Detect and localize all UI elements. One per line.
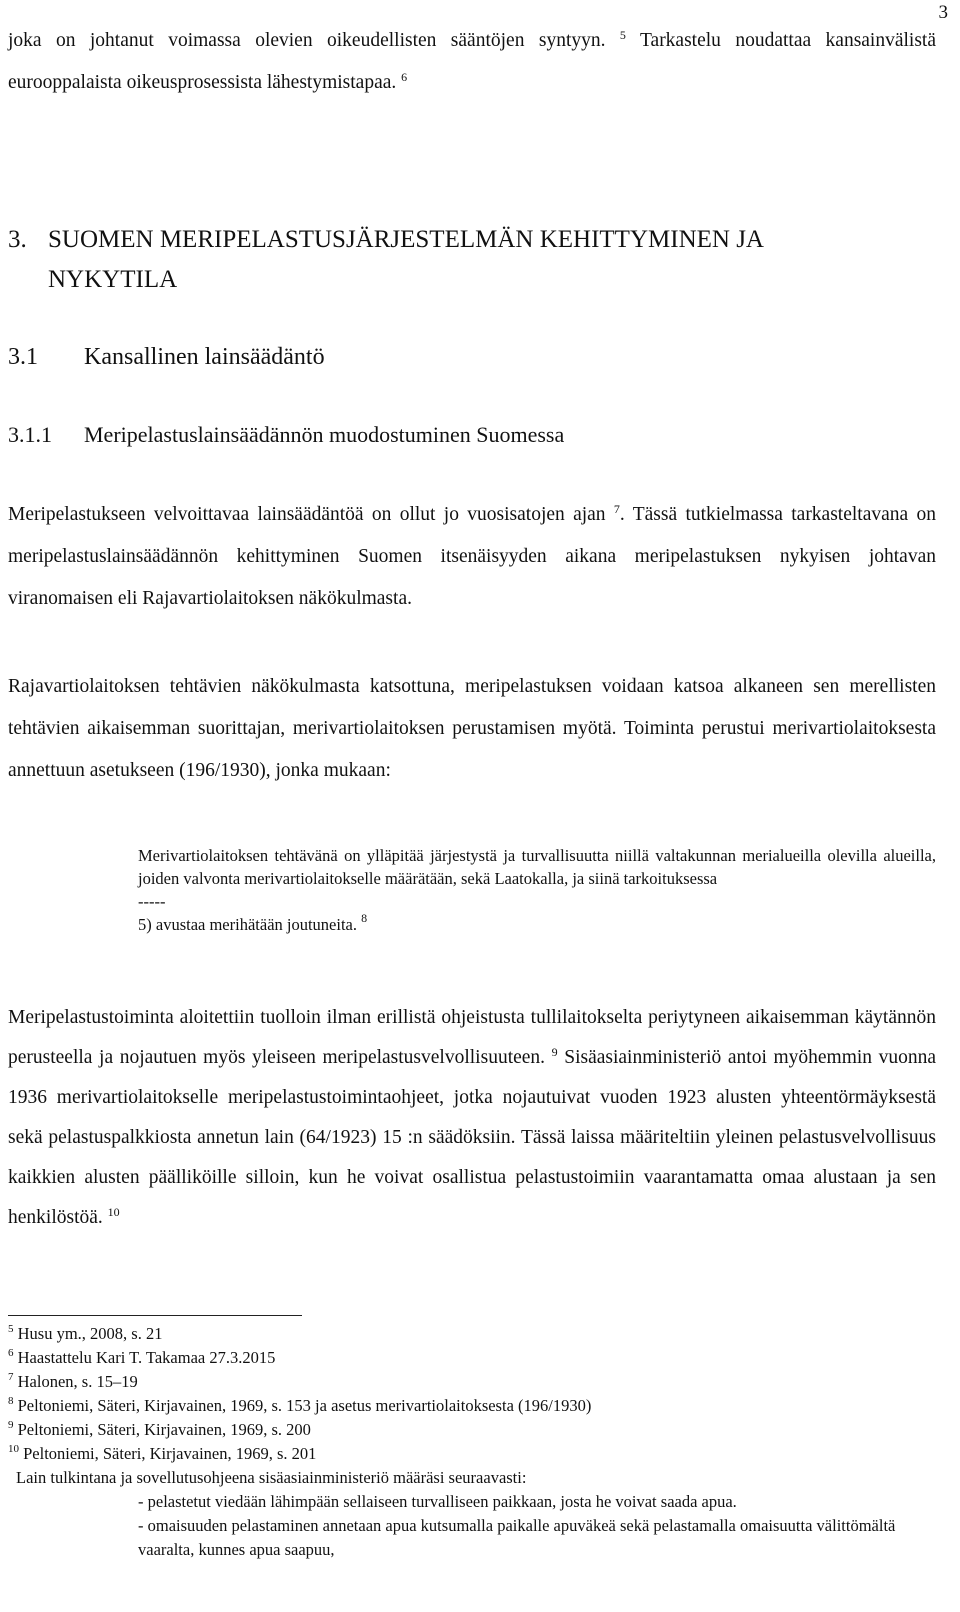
footnote-text: Husu ym., 2008, s. 21 bbox=[17, 1324, 163, 1343]
footnote-continuation-intro: Lain tulkintana ja sovellutusohjeena sisäasiainministeriö määräsi seuraavasti: bbox=[16, 1468, 527, 1487]
footnote-ref-9[interactable]: 9 bbox=[551, 1045, 558, 1059]
section-number: 3.1 bbox=[8, 344, 38, 370]
footnote-number: 7 bbox=[8, 1371, 14, 1383]
intro-paragraph bbox=[8, 20, 936, 104]
paragraph-1-text-b: . Tässä tutkielmassa tarkasteltavana on meripelastuslainsäädännön kehittyminen Suomen itsenäisyyden aikana meripelastuksen nykyisen johtavan viranomaisen eli Rajavartiolaitoksen näkökulmasta. bbox=[8, 504, 936, 609]
footnote-number: 9 bbox=[8, 1419, 14, 1431]
section-heading bbox=[8, 344, 325, 371]
paragraph-3-text-b: Sisäasiainministeriö antoi myöhemmin vuonna 1936 merivartiolaitokselle meripelastustoimintaohjeet, jotka nojautuivat vuoden 1923 alusten yhteentörmäyksestä sekä pelastuspalkkiosta annetun lain (64/1923) 15 :n säädöksiin. Tässä laissa määriteltiin yleinen pelastusvelvollisuus kaikkien alusten päälliköille silloin, kun he voivat osallistua pelastustoimiin vaarantamatta omaa alustaan ja sen henkilöstöä. bbox=[8, 1047, 937, 1228]
footnote-ref-8[interactable]: 8 bbox=[361, 911, 368, 925]
footnote-number: 8 bbox=[8, 1395, 14, 1407]
paragraph-3 bbox=[8, 998, 936, 1238]
footnote-continuation-item-1: - pelastetut viedään lähimpään sellaiseen turvalliseen paikkaan, josta he voivat saada apua. bbox=[138, 1492, 737, 1511]
paragraph-1 bbox=[8, 494, 936, 620]
footnote-number: 6 bbox=[8, 1347, 14, 1359]
page-number: 3 bbox=[938, 2, 948, 23]
paragraph-2: Rajavartiolaitoksen tehtävien näkökulmasta katsottuna, meripelastuksen voidaan katsoa alkaneen sen merellisten tehtävien aikaisemman suorittajan, merivartiolaitoksen perustamisen myötä. Toiminta perustui merivartiolaitoksesta annettuun asetukseen (196/1930), jonka mukaan: bbox=[8, 676, 936, 781]
footnote-10 bbox=[8, 1442, 938, 1466]
footnote-ref-10[interactable]: 10 bbox=[107, 1205, 120, 1219]
chapter-number: 3. bbox=[8, 226, 27, 253]
footnote-separator bbox=[8, 1315, 302, 1316]
chapter-title-line1: SUOMEN MERIPELASTUSJÄRJESTELMÄN KEHITTYMINEN JA bbox=[48, 226, 764, 253]
section-title: Kansallinen lainsäädäntö bbox=[84, 344, 325, 370]
footnote-ref-5[interactable]: 5 bbox=[619, 28, 626, 42]
footnotes bbox=[8, 1322, 938, 1562]
footnote-7 bbox=[8, 1370, 938, 1394]
footnote-text: Peltoniemi, Säteri, Kirjavainen, 1969, s. 201 bbox=[23, 1444, 317, 1463]
footnote-text: Haastattelu Kari T. Takamaa 27.3.2015 bbox=[17, 1348, 276, 1367]
footnote-continuation-item-2: - omaisuuden pelastaminen annetaan apua kutsumalla paikalle apuväkeä sekä pelastamalla omaisuutta välittömältä vaaralta, kunnes apua saapuu, bbox=[138, 1516, 896, 1559]
subsection-number: 3.1.1 bbox=[8, 422, 52, 447]
chapter-title-line2: NYKYTILA bbox=[48, 266, 178, 293]
intro-text-1: joka on johtanut voimassa olevien oikeudellisten sääntöjen syntyyn. bbox=[8, 30, 606, 51]
quote-text: Merivartiolaitoksen tehtävänä on ylläpitää järjestystä ja turvallisuutta niillä valtakunnan merialueilla olevilla alueilla, joiden valvonta merivartiolaitokselle määrätään, sekä Laatokalla, ja siinä tarkoituksessa bbox=[138, 846, 936, 888]
footnote-text: Halonen, s. 15–19 bbox=[17, 1372, 138, 1391]
footnote-6 bbox=[8, 1346, 938, 1370]
footnote-number: 5 bbox=[8, 1323, 14, 1335]
footnote-text: Peltoniemi, Säteri, Kirjavainen, 1969, s. 200 bbox=[17, 1420, 311, 1439]
subsection-heading bbox=[8, 422, 564, 448]
subsection-title: Meripelastuslainsäädännön muodostuminen Suomessa bbox=[84, 422, 565, 447]
footnote-ref-7[interactable]: 7 bbox=[613, 502, 620, 516]
footnote-text: Peltoniemi, Säteri, Kirjavainen, 1969, s. 153 ja asetus merivartiolaitoksesta (196/1930) bbox=[17, 1396, 592, 1415]
paragraph-3-text-a: Meripelastustoiminta aloitettiin tuolloin ilman erillistä ohjeistusta tullilaitokselta periytyneen aikaisemman käytännön perusteella ja nojautuen myös yleiseen meripelastusvelvollisuuteen. bbox=[8, 1007, 936, 1068]
paragraph-1-text-a: Meripelastukseen velvoittavaa lainsäädäntöä on ollut jo vuosisatojen ajan bbox=[8, 504, 606, 525]
block-quote bbox=[138, 844, 936, 936]
quote-item bbox=[138, 913, 936, 936]
footnote-ref-6[interactable]: 6 bbox=[401, 70, 408, 84]
footnote-5 bbox=[8, 1322, 938, 1346]
footnote-number: 10 bbox=[8, 1443, 19, 1455]
footnote-8 bbox=[8, 1394, 938, 1418]
quote-separator: ----- bbox=[138, 892, 166, 911]
footnote-9 bbox=[8, 1418, 938, 1442]
intro-text-2: Tarkastelu noudattaa kansainvälistä eurooppalaista oikeusprosessista lähestymistapaa. bbox=[8, 30, 937, 93]
quote-item-text: 5) avustaa merihätään joutuneita. bbox=[138, 915, 357, 934]
chapter-heading bbox=[8, 220, 764, 300]
